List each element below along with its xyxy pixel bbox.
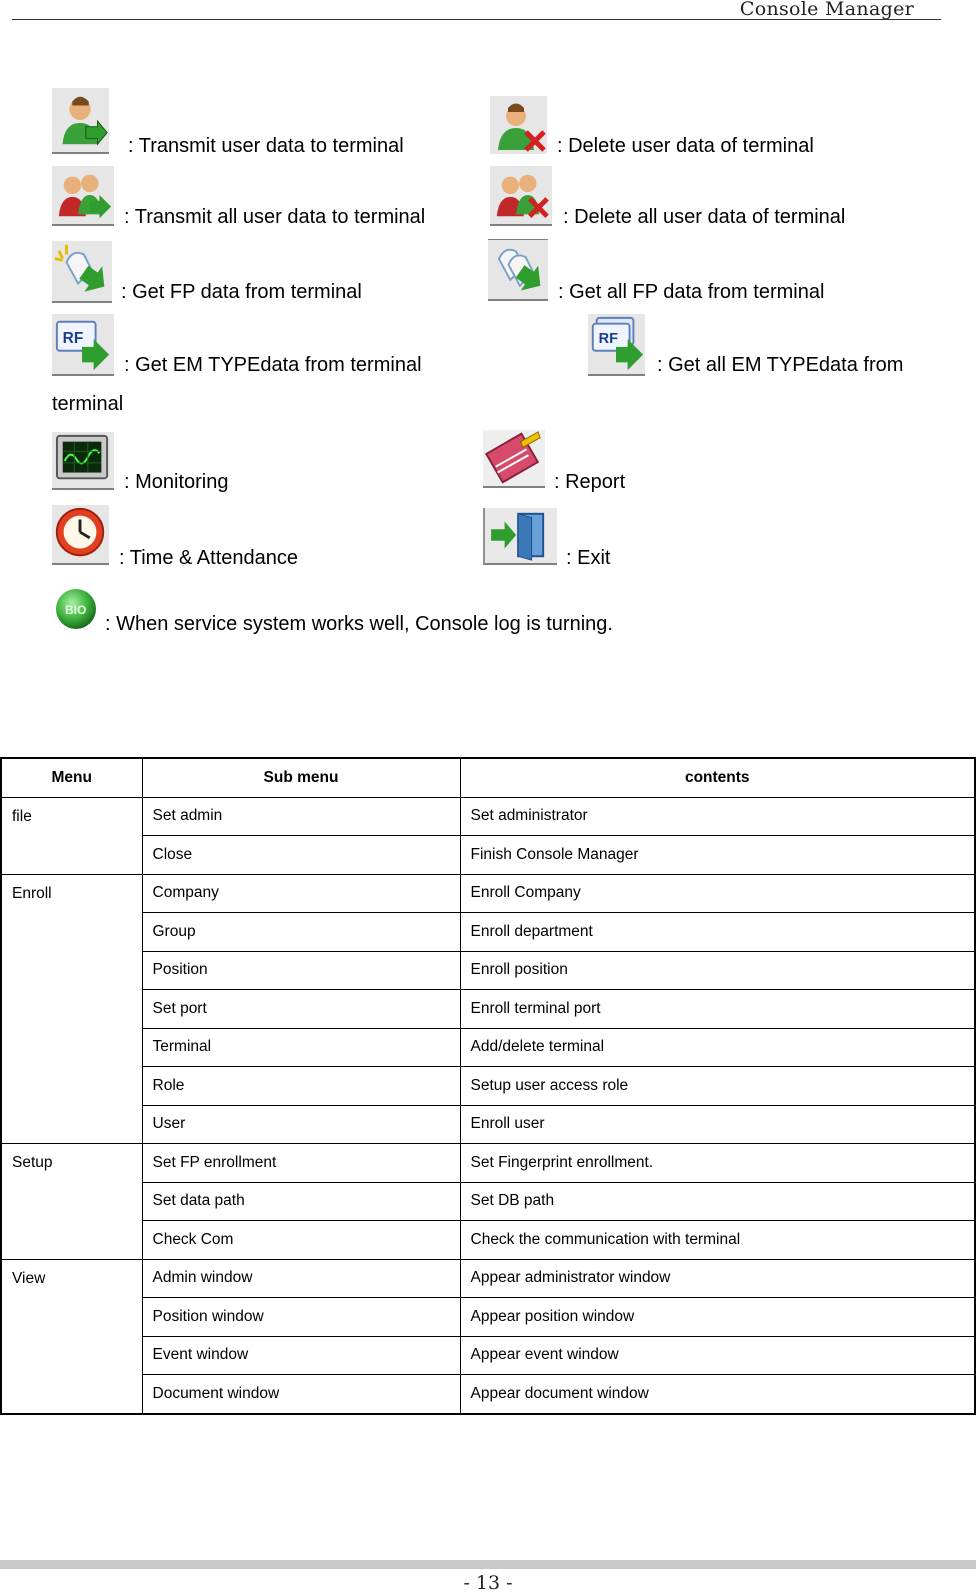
menu-cell: Enroll [1, 874, 142, 1144]
delete-user-icon [490, 96, 547, 154]
content-cell: Enroll terminal port [460, 990, 975, 1029]
content-cell: Finish Console Manager [460, 836, 975, 875]
table-row [1, 1259, 975, 1298]
menu-cell: file [1, 797, 142, 874]
submenu-cell: Admin window [142, 1259, 460, 1298]
content-cell: Set Fingerprint enrollment. [460, 1144, 975, 1183]
svg-text:BIO: BIO [65, 603, 87, 617]
content-cell: Enroll department [460, 913, 975, 952]
monitoring-label: : Monitoring [124, 471, 229, 493]
report-icon [483, 430, 545, 488]
table-row [1, 1375, 975, 1414]
time-attendance-icon [52, 505, 109, 565]
header-submenu: Sub menu [142, 758, 460, 797]
submenu-cell: Document window [142, 1375, 460, 1414]
transmit-all-users-label: : Transmit all user data to terminal [124, 206, 426, 228]
get-all-fp-icon [488, 239, 548, 301]
get-all-em-label: : Get all EM TYPEdata from [657, 354, 904, 376]
content-cell: Enroll user [460, 1105, 975, 1144]
get-em-label: : Get EM TYPEdata from terminal [124, 354, 422, 376]
content-cell: Appear position window [460, 1298, 975, 1337]
table-row [1, 1221, 975, 1260]
svg-text:RF: RF [598, 331, 618, 348]
bio-status-label: : When service system works well, Console log is turning. [105, 613, 613, 635]
get-fp-label: : Get FP data from terminal [121, 281, 362, 303]
header-rule [12, 19, 941, 20]
table-row [1, 836, 975, 875]
exit-icon [483, 508, 557, 565]
content-cell: Check the communication with terminal [460, 1221, 975, 1260]
report-label: : Report [554, 471, 626, 493]
submenu-cell: Position [142, 951, 460, 990]
monitoring-icon [52, 432, 114, 490]
delete-all-users-label: : Delete all user data of terminal [563, 206, 846, 228]
submenu-cell: Position window [142, 1298, 460, 1337]
content-cell: Enroll Company [460, 874, 975, 913]
content-cell: Add/delete terminal [460, 1028, 975, 1067]
submenu-cell: Company [142, 874, 460, 913]
table-row [1, 797, 975, 836]
transmit-user-label: : Transmit user data to terminal [128, 135, 404, 157]
table-row [1, 874, 975, 913]
exit-label: : Exit [566, 547, 611, 569]
transmit-all-users-icon [52, 166, 114, 226]
table-row [1, 1182, 975, 1221]
transmit-user-icon [52, 88, 109, 154]
header-contents: contents [460, 758, 975, 797]
table-row [1, 1144, 975, 1183]
header-title: Console Manager [739, 0, 914, 20]
get-fp-icon [52, 241, 112, 303]
table-row [1, 990, 975, 1029]
submenu-cell: Set data path [142, 1182, 460, 1221]
submenu-cell: Role [142, 1067, 460, 1106]
table-row [1, 1028, 975, 1067]
content-cell: Appear administrator window [460, 1259, 975, 1298]
table-row [1, 1105, 975, 1144]
submenu-cell: Set FP enrollment [142, 1144, 460, 1183]
table-row [1, 1067, 975, 1106]
page-number: - 13 - [463, 1572, 513, 1594]
submenu-cell: Group [142, 913, 460, 952]
get-all-em-label-cont: terminal [52, 393, 124, 415]
submenu-cell: Terminal [142, 1028, 460, 1067]
menu-cell: Setup [1, 1144, 142, 1260]
content-cell: Set DB path [460, 1182, 975, 1221]
submenu-cell: Set port [142, 990, 460, 1029]
get-all-em-icon [588, 314, 645, 376]
get-em-icon [52, 314, 114, 376]
table-row [1, 951, 975, 990]
content-cell: Set administrator [460, 797, 975, 836]
time-attendance-label: : Time & Attendance [119, 547, 298, 569]
content-cell: Enroll position [460, 951, 975, 990]
table-row [1, 1336, 975, 1375]
submenu-cell: Event window [142, 1336, 460, 1375]
submenu-cell: User [142, 1105, 460, 1144]
content-cell: Setup user access role [460, 1067, 975, 1106]
submenu-cell: Set admin [142, 797, 460, 836]
delete-all-users-icon [490, 166, 552, 226]
content-cell: Appear document window [460, 1375, 975, 1414]
svg-text:RF: RF [62, 330, 84, 348]
table-header-row [1, 758, 975, 797]
menu-table [0, 757, 976, 1415]
content-cell: Appear event window [460, 1336, 975, 1375]
table-row [1, 913, 975, 952]
menu-cell: View [1, 1259, 142, 1414]
bio-status-icon [52, 585, 100, 633]
delete-user-label: : Delete user data of terminal [557, 135, 814, 157]
header-menu: Menu [1, 758, 142, 797]
submenu-cell: Close [142, 836, 460, 875]
get-all-fp-label: : Get all FP data from terminal [558, 281, 825, 303]
footer-bar [0, 1560, 976, 1569]
submenu-cell: Check Com [142, 1221, 460, 1260]
table-row [1, 1298, 975, 1337]
